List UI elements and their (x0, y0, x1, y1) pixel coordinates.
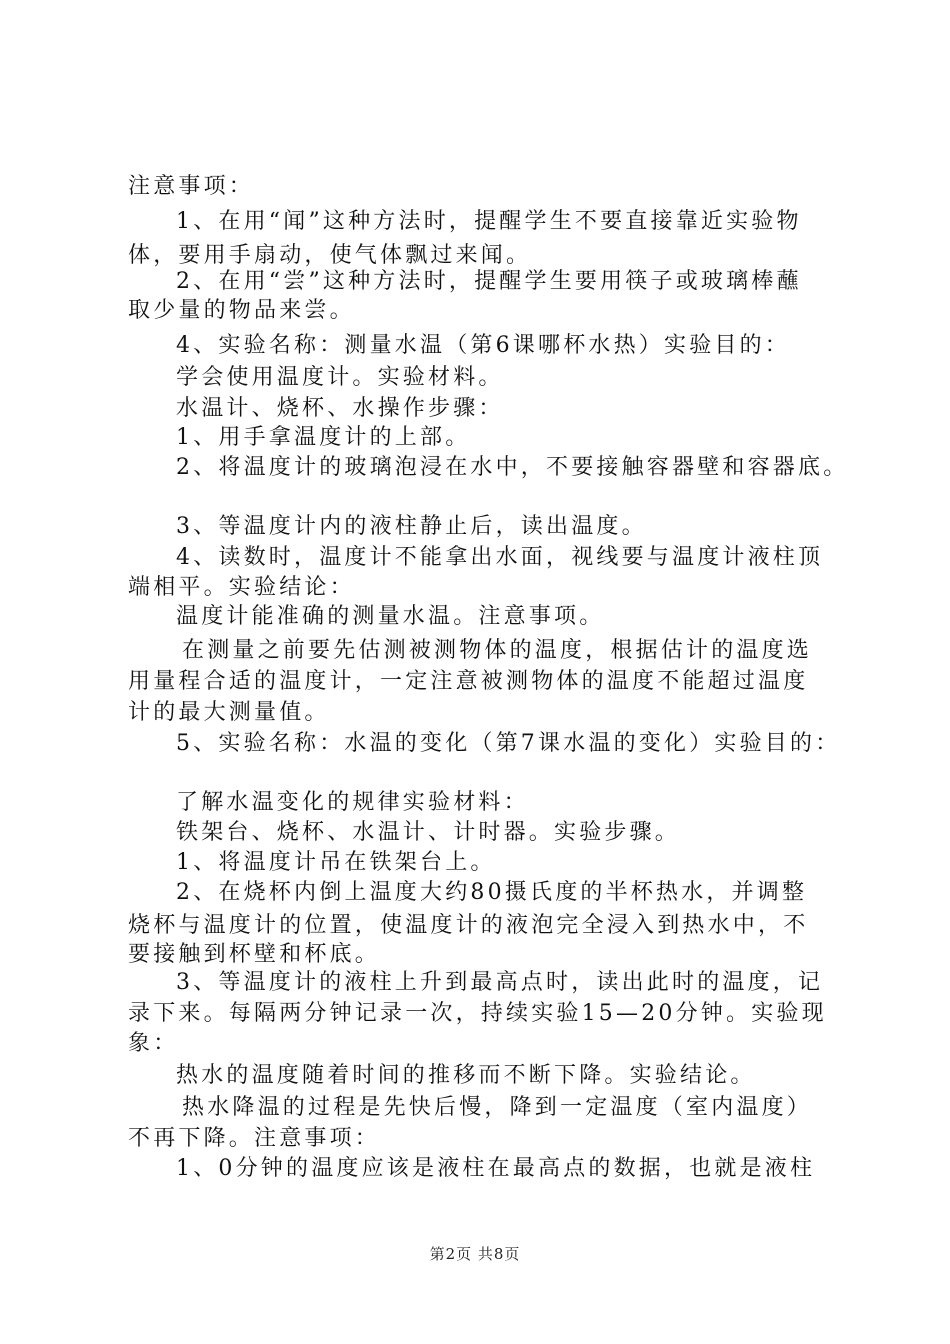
text-line: 温度计能准确的测量水温。注意事项。 (176, 604, 605, 629)
text-line: 1、在用“闻”这种方法时，提醒学生不要直接靠近实验物 (176, 209, 802, 234)
text-line: 1、用手拿温度计的上部。 (176, 425, 471, 450)
text-line: 2、在烧杯内倒上温度大约80摄氏度的半杯热水，并调整 (176, 880, 808, 905)
text-line: 2、将温度计的玻璃泡浸在水中，不要接触容器壁和容器底。 (176, 455, 849, 480)
text-line: 象： (128, 1031, 179, 1056)
text-line: 用量程合适的温度计，一定注意被测物体的温度不能超过温度 (128, 669, 809, 694)
text-line: 铁架台、烧杯、水温计、计时器。实验步骤。 (176, 820, 681, 845)
text-line: 3、等温度计内的液柱静止后，读出温度。 (176, 514, 647, 539)
text-line: 水温计、烧杯、水操作步骤： (176, 396, 504, 421)
text-line: 不再下降。注意事项： (128, 1126, 381, 1151)
text-line: 了解水温变化的规律实验材料： (176, 790, 529, 815)
text-line: 注意事项： (128, 174, 255, 199)
text-line: 学会使用温度计。实验材料。 (176, 365, 504, 390)
text-line: 4、实验名称：测量水温（第6课哪杯水热）实验目的： (176, 333, 790, 358)
text-line: 热水的温度随着时间的推移而不断下降。实验结论。 (176, 1063, 756, 1088)
text-line: 在测量之前要先估测被测物体的温度，根据估计的温度选 (182, 638, 813, 663)
text-line: 3、等温度计的液柱上升到最高点时，读出此时的温度，记 (176, 970, 824, 995)
page-number-footer: 第2页 共8页 (429, 1245, 521, 1263)
text-line: 烧杯与温度计的位置，使温度计的液泡完全浸入到热水中，不 (128, 913, 809, 938)
text-line: 要接触到杯壁和杯底。 (128, 942, 381, 967)
text-line: 端相平。实验结论： (128, 575, 355, 600)
text-line: 取少量的物品来尝。 (128, 298, 355, 323)
text-line: 1、将温度计吊在铁架台上。 (176, 850, 496, 875)
text-line: 计的最大测量值。 (128, 700, 330, 725)
text-line: 5、实验名称：水温的变化（第7课水温的变化）实验目的： (176, 731, 841, 756)
text-line: 1、0分钟的温度应该是液柱在最高点的数据，也就是液柱 (176, 1156, 816, 1181)
text-line: 4、读数时，温度计不能拿出水面，视线要与温度计液柱顶 (176, 545, 824, 570)
text-line: 体，要用手扇动，使气体飘过来闻。 (128, 243, 532, 268)
text-line: 录下来。每隔两分钟记录一次，持续实验15—20分钟。实验现 (128, 1001, 827, 1026)
text-line: 2、在用“尝”这种方法时，提醒学生要用筷子或玻璃棒蘸 (176, 269, 802, 294)
text-line: 热水降温的过程是先快后慢，降到一定温度（室内温度） (182, 1095, 813, 1120)
